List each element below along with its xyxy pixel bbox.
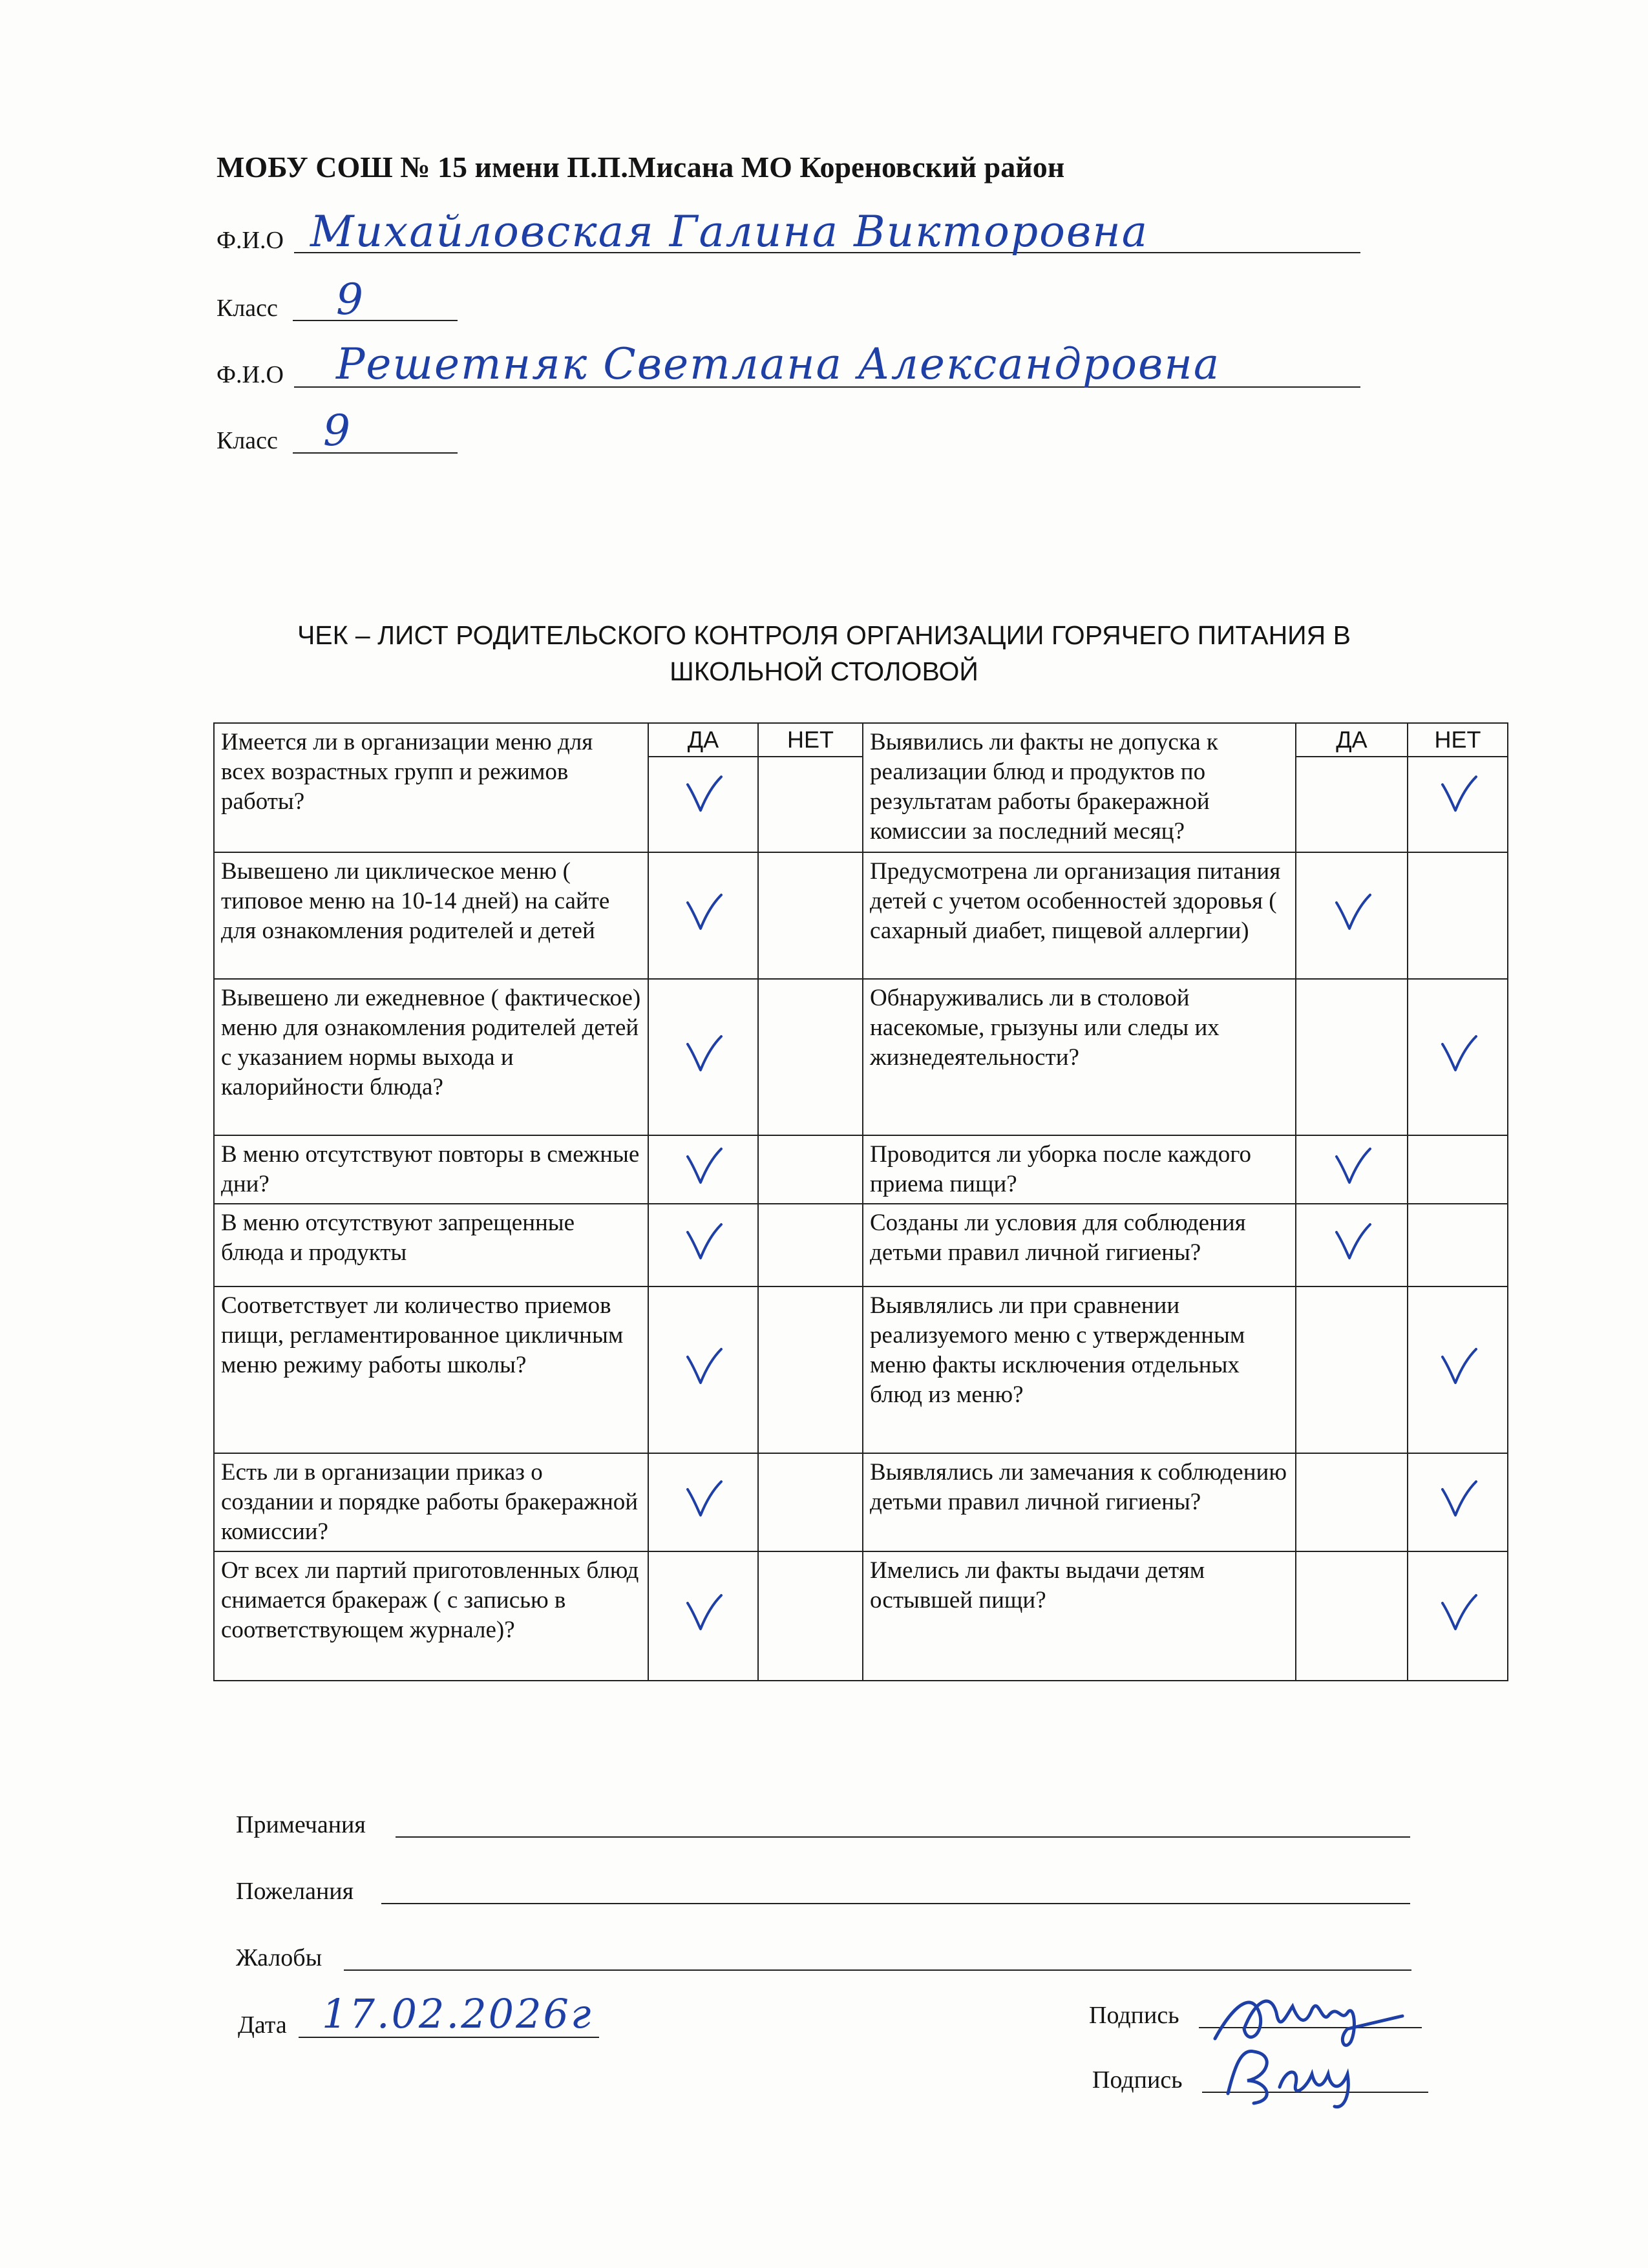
- right-yes-cell[interactable]: [1296, 1286, 1408, 1453]
- left-question: От всех ли партий приготовленных блюд снимается бракераж ( с записью в соответствующем журнале)?: [214, 1551, 648, 1681]
- check-mark-icon: [1408, 1591, 1507, 1641]
- right-yes-cell[interactable]: [1296, 1204, 1408, 1286]
- table-row: [214, 979, 1508, 1135]
- right-question: Выявлялись ли замечания к соблюдению детьми правил личной гигиены?: [863, 1453, 1296, 1551]
- left-question: Вывешено ли циклическое меню ( типовое меню на 10-14 дней) на сайте для ознакомления родителей и детей: [214, 852, 648, 979]
- check-mark-icon: [1296, 1145, 1407, 1194]
- check-mark-icon: [1296, 891, 1407, 940]
- left-yes-cell[interactable]: [648, 1286, 758, 1453]
- check-mark-icon: [1408, 1345, 1507, 1394]
- class-label-1: Класс: [217, 295, 278, 322]
- notes-label: Примечания: [236, 1811, 366, 1838]
- complaints-label: Жалобы: [236, 1944, 322, 1971]
- check-mark-icon: [649, 773, 757, 822]
- table-row: [214, 1135, 1508, 1204]
- right-no-cell[interactable]: [1408, 1286, 1508, 1453]
- fio-label-2: Ф.И.О: [217, 361, 284, 388]
- left-yes-cell[interactable]: [648, 1453, 758, 1551]
- signature-2-icon: [1215, 2029, 1396, 2113]
- right-yes-cell[interactable]: [1296, 723, 1408, 852]
- yes-header: ДА: [1296, 724, 1407, 757]
- check-mark-icon: [649, 1145, 757, 1194]
- check-mark-icon: [649, 1591, 757, 1641]
- table-row: [214, 1204, 1508, 1286]
- right-no-cell[interactable]: [1408, 979, 1508, 1135]
- fio-input-1[interactable]: Михайловская Галина Викторовна: [310, 207, 1149, 257]
- right-question: Обнаруживались ли в столовой насекомые, грызуны или следы их жизнедеятельности?: [863, 979, 1296, 1135]
- checklist-table: [213, 722, 1508, 1681]
- left-no-cell[interactable]: [758, 1135, 863, 1204]
- right-question: Выявлялись ли при сравнении реализуемого меню с утвержденным меню факты исключения отдельных блюд из меню?: [863, 1286, 1296, 1453]
- right-question: Имелись ли факты выдачи детям остывшей пищи?: [863, 1551, 1296, 1681]
- check-mark-icon: [1408, 1478, 1507, 1527]
- right-question: Предусмотрена ли организация питания детей с учетом особенностей здоровья ( сахарный диабет, пищевой аллергии): [863, 852, 1296, 979]
- left-no-cell[interactable]: [758, 1551, 863, 1681]
- check-mark-icon: [1408, 1033, 1507, 1082]
- right-no-cell[interactable]: [1408, 1551, 1508, 1681]
- left-question: Вывешено ли ежедневное ( фактическое) меню для ознакомления родителей детей с указанием нормы выхода и калорийности блюда?: [214, 979, 648, 1135]
- no-header: НЕТ: [759, 724, 862, 757]
- wishes-label: Пожелания: [236, 1878, 354, 1905]
- left-yes-cell[interactable]: [648, 1135, 758, 1204]
- left-yes-cell[interactable]: [648, 852, 758, 979]
- school-name: МОБУ СОШ № 15 имени П.П.Мисана МО Кореновский район: [217, 151, 1065, 184]
- right-yes-cell[interactable]: [1296, 1135, 1408, 1204]
- right-no-cell[interactable]: [1408, 1204, 1508, 1286]
- class-input-1[interactable]: 9: [336, 275, 363, 324]
- left-no-cell[interactable]: [758, 723, 863, 852]
- right-yes-cell[interactable]: [1296, 1453, 1408, 1551]
- left-question: Имеется ли в организации меню для всех возрастных групп и режимов работы?: [214, 723, 648, 852]
- check-mark-icon: [649, 1478, 757, 1527]
- signature-label-2: Подпись: [1092, 2066, 1183, 2094]
- left-question: В меню отсутствуют запрещенные блюда и продукты: [214, 1204, 648, 1286]
- date-input[interactable]: 17.02.2026г: [322, 1990, 593, 2037]
- table-row: [214, 1453, 1508, 1551]
- right-no-cell[interactable]: [1408, 723, 1508, 852]
- right-yes-cell[interactable]: [1296, 1551, 1408, 1681]
- left-yes-cell[interactable]: [648, 979, 758, 1135]
- table-row: [214, 1551, 1508, 1681]
- left-yes-cell[interactable]: [648, 1551, 758, 1681]
- title-line-2: ШКОЛЬНОЙ СТОЛОВОЙ: [670, 656, 978, 686]
- left-yes-cell[interactable]: [648, 723, 758, 852]
- check-mark-icon: [649, 1033, 757, 1082]
- right-question: Выявились ли факты не допуска к реализации блюд и продуктов по результатам работы бракеражной комиссии за последний месяц?: [863, 723, 1296, 852]
- yes-header: ДА: [649, 724, 757, 757]
- left-question: Есть ли в организации приказ о создании и порядке работы бракеражной комиссии?: [214, 1453, 648, 1551]
- class-line-1: [293, 320, 458, 321]
- right-question: Проводится ли уборка после каждого приема пищи?: [863, 1135, 1296, 1204]
- left-question: В меню отсутствуют повторы в смежные дни?: [214, 1135, 648, 1204]
- wishes-input[interactable]: [381, 1903, 1410, 1904]
- title-line-1: ЧЕК – ЛИСТ РОДИТЕЛЬСКОГО КОНТРОЛЯ ОРГАНИЗАЦИИ ГОРЯЧЕГО ПИТАНИЯ В: [297, 620, 1351, 650]
- left-no-cell[interactable]: [758, 852, 863, 979]
- no-header: НЕТ: [1408, 724, 1507, 757]
- check-mark-icon: [649, 1345, 757, 1394]
- table-row: [214, 723, 1508, 852]
- date-label: Дата: [238, 2011, 287, 2039]
- right-no-cell[interactable]: [1408, 1135, 1508, 1204]
- signature-label-1: Подпись: [1089, 2002, 1179, 2029]
- left-no-cell[interactable]: [758, 1286, 863, 1453]
- checklist-title: [194, 617, 1454, 689]
- check-mark-icon: [1296, 1221, 1407, 1270]
- left-no-cell[interactable]: [758, 1453, 863, 1551]
- right-yes-cell[interactable]: [1296, 979, 1408, 1135]
- check-mark-icon: [649, 891, 757, 940]
- left-question: Соответствует ли количество приемов пищи, регламентированное цикличным меню режиму работы школы?: [214, 1286, 648, 1453]
- table-row: [214, 852, 1508, 979]
- left-no-cell[interactable]: [758, 979, 863, 1135]
- right-question: Созданы ли условия для соблюдения детьми правил личной гигиены?: [863, 1204, 1296, 1286]
- fio-label-1: Ф.И.О: [217, 227, 284, 254]
- class-line-2: [293, 452, 458, 454]
- class-input-2[interactable]: 9: [323, 406, 350, 456]
- check-mark-icon: [649, 1221, 757, 1270]
- fio-input-2[interactable]: Решетняк Светлана Александровна: [336, 339, 1221, 389]
- left-yes-cell[interactable]: [648, 1204, 758, 1286]
- left-no-cell[interactable]: [758, 1204, 863, 1286]
- table-row: [214, 1286, 1508, 1453]
- right-no-cell[interactable]: [1408, 1453, 1508, 1551]
- right-yes-cell[interactable]: [1296, 852, 1408, 979]
- check-mark-icon: [1408, 773, 1507, 822]
- class-label-2: Класс: [217, 427, 278, 454]
- complaints-input[interactable]: [344, 1969, 1411, 1971]
- right-no-cell[interactable]: [1408, 852, 1508, 979]
- notes-input[interactable]: [396, 1836, 1410, 1838]
